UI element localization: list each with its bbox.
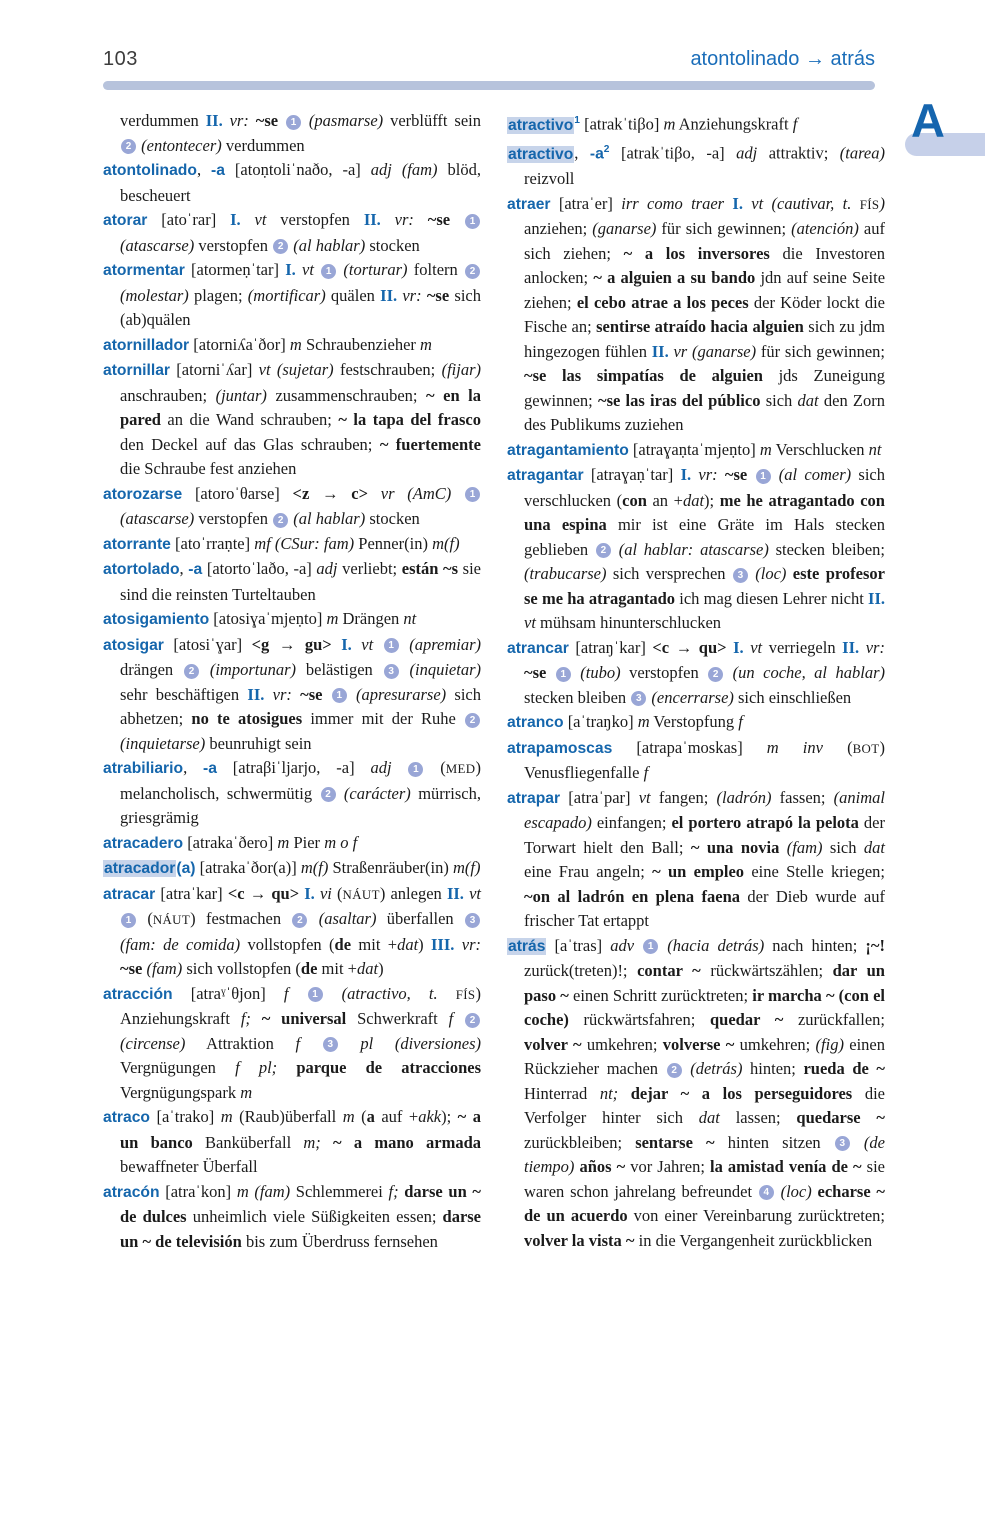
sense-number-badge: 1	[121, 913, 136, 928]
sense-number-badge: 2	[465, 1013, 480, 1028]
headword: atornillar	[103, 362, 170, 379]
sense-number-badge: 1	[556, 667, 571, 682]
dictionary-entry: atortolado, -a [atortoˈlaðo, -a] adj verliebt; están ~s sie sind die reinsten Turteltauben	[103, 559, 481, 604]
sense-number-badge: 1	[465, 487, 480, 502]
sense-number-badge: 1	[321, 264, 336, 279]
sense-number-badge: 2	[465, 713, 480, 728]
headword: atosigar	[103, 636, 164, 654]
headword: (a)	[176, 860, 196, 877]
headword: atracar	[103, 885, 156, 903]
sense-number-badge: 1	[332, 688, 347, 703]
headword: -a	[188, 561, 203, 578]
headword: atracadero	[103, 834, 184, 852]
sense-number-badge: 3	[384, 664, 399, 679]
sense-number-badge: 2	[121, 139, 136, 154]
sense-number-badge: 2	[667, 1063, 682, 1078]
headword: atrancar	[507, 639, 569, 657]
sense-number-badge: 2	[708, 667, 723, 682]
sense-number-badge: 3	[733, 568, 748, 583]
headword: atontolinado	[103, 162, 197, 179]
headword: atragantamiento	[507, 441, 629, 459]
headword: -a	[203, 760, 217, 777]
dictionary-entry: atracción [atraˠˈθjon] f 1 (atractivo, t. FÍS) Anziehungskraft f; ~ universal Schwerkraft f 2 (circense) Attraktion f 3 pl (diversiones) Vergnügungen f pl; parque de atracciones Vergnügungspark m	[103, 983, 481, 1102]
dictionary-entry: atracadero [atrakaˈðero] m Pier m o f	[103, 832, 358, 852]
dictionary-entry: atracar [atraˈkar] <c → qu> I. vi (NÁUT) anlegen II. vt 1 (NÁUT) festmachen 2 (asaltar) überfallen 3 (fam: de comida) vollstopfen (de mit +dat) III. vr: ~se (fam) sich vollstopfen (de mit +dat)	[103, 883, 481, 978]
headword: atosigamiento	[103, 611, 210, 628]
dictionary-entry: atrancar [atraŋˈkar] <c → qu> I. vt verriegeln II. vr: ~se 1 (tubo) verstopfen 2 (un coche, al hablar) stecken bleiben 3 (encerrarse) sich einschließen	[507, 637, 885, 707]
sense-number-badge: 1	[308, 987, 323, 1002]
header-divider-bar	[103, 81, 875, 90]
sense-number-badge: 3	[323, 1037, 338, 1052]
headword: atractivo	[508, 145, 574, 163]
sense-number-badge: 2	[596, 543, 611, 558]
headword: atormentar	[103, 262, 185, 279]
headword: atortolado	[103, 561, 180, 578]
headword: atractivo	[508, 116, 574, 134]
dictionary-entry: atractivo$^1$ [atrakˈtiβo] m Anziehungskraft f	[508, 114, 798, 134]
headword: atranco	[507, 714, 564, 731]
sense-number-badge: 2	[184, 664, 199, 679]
dictionary-entry: atracón [atraˈkon] m (fam) Schlemmerei f; darse un ~ de dulces unheimlich viele Süßigkeiten essen; darse un ~ de televisión bis zum Überdruss fernsehen	[103, 1181, 482, 1251]
dictionary-entry: atorar [atoˈrar] I. vt verstopfen II. vr: ~se 1 (atascarse) verstopfen 2 (al hablar) stocken	[103, 208, 481, 258]
sense-number-badge: 3	[631, 691, 646, 706]
page-number: 103	[103, 48, 138, 70]
dictionary-entry: atraer [atraˈer] irr como traer I. vt (cautivar, t. FÍS) anziehen; (ganarse) für sich gewinnen; (atención) auf sich ziehen; ~ a los inversores die Investoren anlocken; ~ a alguien a su bando jdn auf seine Seite ziehen; el cebo atrae a los peces der Köder lockt die Fische an; sentirse atraído hacia alguien sich zu jdm hingezogen fühlen II. vr (ganarse) für sich gewinnen; ~se las simpatías de alguien jds Zuneigung gewinnen; ~se las iras del público sich dat den Zorn des Publikums zuziehen	[507, 193, 886, 434]
entry-continuation: verdummen II. vr: ~se 1 (pasmarse) verblüfft sein 2 (entontecer) verdummen	[120, 111, 481, 155]
sense-number-badge: 3	[835, 1136, 850, 1151]
dictionary-entry: atracador(a) [atrakaˈðor(a)] m(f) Straßenräuber(in) m(f)	[104, 858, 481, 877]
column-left	[103, 109, 481, 1254]
headword: atrapamoscas	[507, 739, 613, 757]
headword: atraer	[507, 195, 551, 213]
headword: -a	[589, 145, 604, 163]
sense-number-badge: 1	[465, 214, 480, 229]
dictionary-entry: atrabiliario, -a [atraβiˈljarjo, -a] adj 1 (MED) melancholisch, schwermütig 2 (carácter) mürrisch, griesgrämig	[103, 758, 482, 827]
dictionary-entry: atrapar [atraˈpar] vt fangen; (ladrón) fassen; (animal escapado) einfangen; el portero atrapó la pelota der Torwart hielt den Ball; ~ una novia (fam) sich dat eine Frau angeln; ~ un empleo eine Stelle kriegen; ~on al ladrón en plena faena der Dieb wurde auf frischer Tat ertappt	[507, 787, 886, 930]
dictionary-entry: atosigar [atosiˈɣar] <g → gu> I. vt 1 (apremiar) drängen 2 (importunar) belästigen 3 (inquietar) sehr beschäftigen II. vr: ~se 1 (apresurarse) sich abhetzen; no te atosigues immer mit der Ruhe 2 (inquietarse) beunruhigt sein	[103, 634, 481, 753]
headword: -a	[211, 162, 225, 179]
sense-number-badge: 3	[465, 913, 480, 928]
dictionary-entry: atornillador [atorniʎaˈðor] m Schraubenzieher m	[103, 334, 432, 354]
dictionary-entry: atorozarse [atoroˈθarse] <z → c> vr (AmC) 1 (atascarse) verstopfen 2 (al hablar) stocken	[103, 482, 481, 532]
dictionary-entry: atornillar [atorniˈʎar] vt (sujetar) festschrauben; (fijar) anschrauben; (juntar) zusammenschrauben; ~ en la pared an die Wand schrauben; ~ la tapa del frasco den Deckel auf das Glas schrauben; ~ fuertemente die Schraube fest anziehen	[103, 360, 482, 478]
sense-number-badge: 2	[321, 787, 336, 802]
sense-number-badge: 2	[465, 264, 480, 279]
column-right	[507, 109, 885, 1254]
headword: atornillador	[103, 336, 190, 354]
dictionary-entry: atragantar [atraɣaṇˈtar] I. vr: ~se 1 (al comer) sich verschlucken (con an +dat); me he atragantado con una espina mir ist eine Gräte im Hals stecken geblieben 2 (al hablar: atascarse) stecken bleiben; (trabucarse) sich versprechen 3 (loc) este profesor se me ha atragantado ich mag diesen Lehrer nicht II. vt mühsam hinunterschlucken	[507, 465, 885, 632]
headword: atrabiliario	[103, 760, 184, 777]
sense-number-badge: 1	[408, 762, 423, 777]
dictionary-entry: atrapamoscas [atrapaˈmoskas] m inv (BOT) Venusfliegenfalle f	[507, 737, 885, 782]
letter-tab-label: A	[911, 94, 945, 147]
sense-number-badge: 2	[292, 913, 307, 928]
headword: atorrante	[103, 535, 171, 553]
dictionary-entry: atrás [aˈtras] adv 1 (hacia detrás) nach hinten; ¡~! zurück(treten)!; contar ~ rückwärtszählen; dar un paso ~ einen Schritt zurücktreten; ir marcha ~ (con el coche) rückwärtsfahren; quedar ~ zurückfallen; volver ~ umkehren; volverse ~ umkehren; (fig) einen Rückzieher machen 2 (detrás) hinten; rueda de ~ Hinterrad nt; dejar ~ a los perseguidores die Verfolger hinter sich dat lassen; quedarse ~ zurückbleiben; sentarse ~ hinten sitzen 3 (de tiempo) años ~ vor Jahren; la amistad venía de ~ sie waren schon jahrelang befreundet 4 (loc) echarse ~ de un acuerdo von einer Vereinbarung zurücktreten; volver la vista ~ in die Vergangenheit zurückblicken	[508, 935, 886, 1250]
headword: atracón	[103, 1183, 160, 1201]
dictionary-entry: atranco [aˈtraŋko] m Verstopfung f	[507, 712, 743, 731]
dictionary-entry: atontolinado, -a [atoṇtoliˈnaðo, -a] adj (fam) blöd, bescheuert	[103, 160, 481, 205]
dictionary-entry: atormentar [atormeṇˈtar] I. vt 1 (torturar) foltern 2 (molestar) plagen; (mortificar) quälen II. vr: ~se sich (ab)quälen	[103, 260, 481, 329]
headword: atracador	[104, 860, 176, 877]
headword: atrás	[508, 937, 546, 955]
sense-number-badge: 1	[756, 469, 771, 484]
sense-number-badge: 1	[384, 638, 399, 653]
sense-number-badge: 4	[759, 1185, 774, 1200]
headword: atragantar	[507, 467, 584, 484]
headword: atraco	[103, 1109, 150, 1126]
guide-words: atontolinado → atrás	[690, 48, 875, 70]
headword: atorar	[103, 212, 148, 229]
sense-number-badge: 1	[286, 115, 301, 130]
dictionary-entry: atractivo, $-a^2$ [atrakˈtiβo, -a] adj attraktiv; (tarea) reizvoll	[508, 143, 885, 188]
dictionary-columns	[103, 109, 886, 1254]
sense-number-badge: 2	[273, 239, 288, 254]
sense-number-badge: 1	[643, 939, 658, 954]
sense-number-badge: 2	[273, 513, 288, 528]
dictionary-entry: atosigamiento [atosiɣaˈmjeṇto] m Drängen nt	[103, 609, 417, 628]
dictionary-entry: atorrante [atoˈrraṇte] mf (CSur: fam) Penner(in) m(f)	[103, 533, 460, 553]
headword: atorozarse	[103, 485, 183, 503]
headword: atrapar	[507, 789, 561, 807]
dictionary-entry: atraco [aˈtrako] m (Raub)überfall m (a auf +akk); ~ a un banco Banküberfall m; ~ a mano armada bewaffneter Überfall	[103, 1107, 482, 1176]
headword: atracción	[103, 985, 173, 1003]
dictionary-entry: atragantamiento [atraɣaṇtaˈmjeṇto] m Verschlucken nt	[507, 439, 882, 459]
page-header	[103, 48, 875, 71]
